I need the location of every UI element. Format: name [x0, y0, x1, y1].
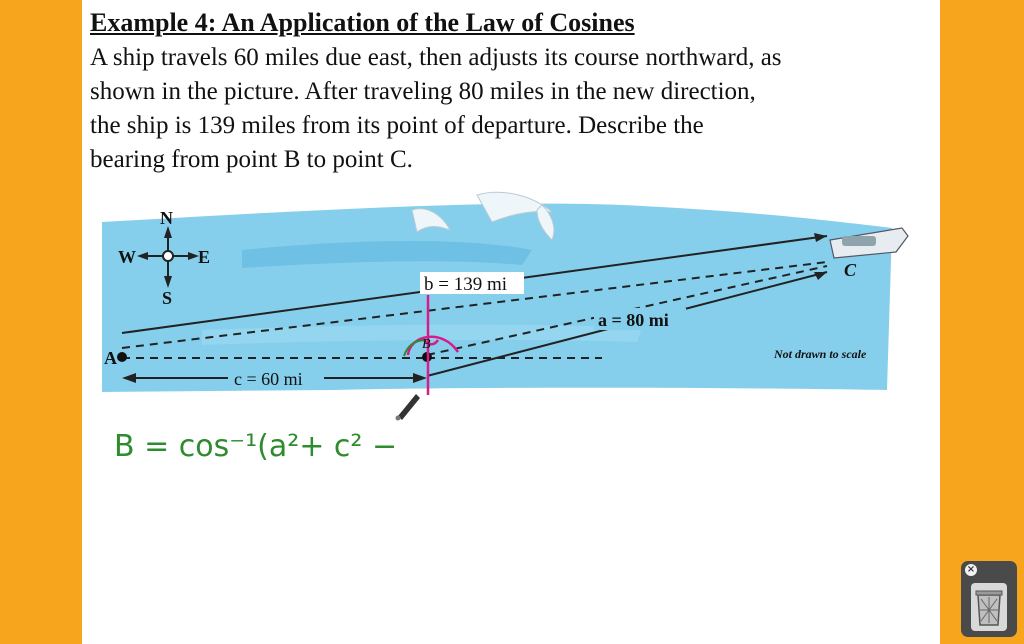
scale-note: Not drawn to scale [774, 347, 867, 361]
example-title: Example 4: An Application of the Law of Cosines [90, 8, 635, 37]
problem-line-2: shown in the picture. After traveling 80 miles in the new direction, [90, 78, 756, 105]
point-a-label: A [104, 348, 117, 368]
compass-north-label: N [160, 208, 173, 228]
ship-diagram [82, 0, 940, 644]
side-a-label: a = 80 mi [598, 310, 669, 330]
close-icon[interactable]: × [966, 564, 976, 575]
trash-icon[interactable] [971, 583, 1007, 631]
problem-line-3: the ship is 139 miles from its point of departure. Describe the [90, 112, 704, 139]
point-c-label: C [844, 260, 857, 280]
angle-b-label: B [422, 337, 431, 352]
pen-cursor-icon [396, 394, 421, 421]
point-a-marker [117, 352, 127, 362]
side-c-label: c = 60 mi [234, 369, 303, 389]
water-area [102, 204, 892, 392]
slide-page [82, 0, 940, 644]
compass-west-label: W [118, 247, 136, 267]
trash-widget[interactable] [961, 561, 1017, 637]
problem-line-4: bearing from point B to point C. [90, 146, 413, 173]
side-b-label: b = 139 mi [424, 274, 508, 295]
compass-south-label: S [162, 288, 173, 308]
handwritten-formula: B = cos⁻¹(a²+ c² − [114, 429, 398, 464]
compass-east-label: E [198, 247, 211, 267]
problem-line-1: A ship travels 60 miles due east, then adjusts its course northward, as [90, 44, 782, 71]
